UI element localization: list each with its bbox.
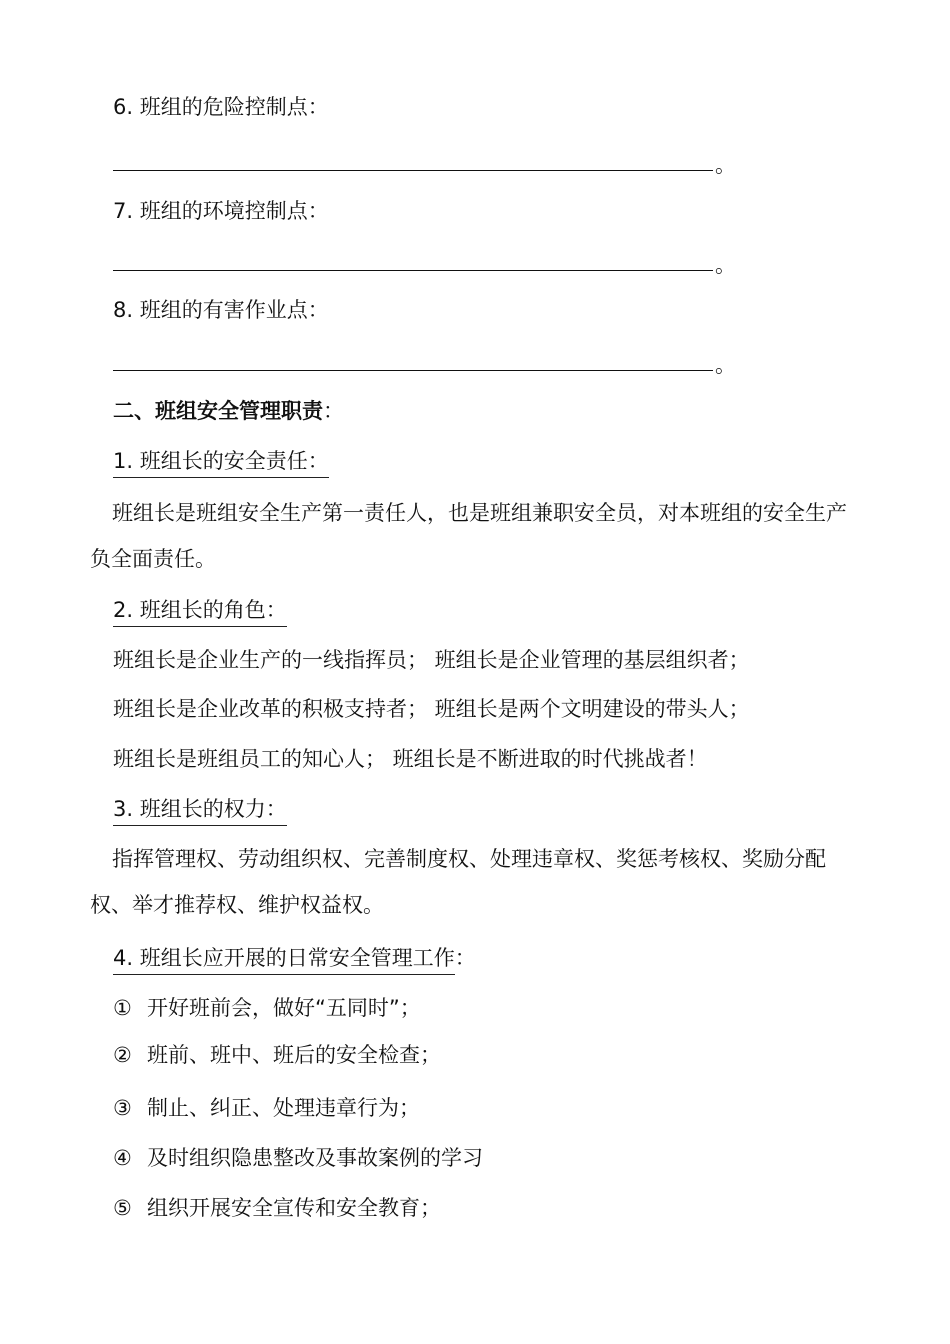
section-heading [113, 396, 344, 426]
period: 。 [715, 153, 736, 177]
fill-in-rule [113, 170, 713, 171]
fill-in-rule [113, 370, 713, 371]
task-text: 及时组织隐患整改及事故案例的学习 [147, 1146, 483, 1170]
task-item [113, 1040, 441, 1070]
period: 。 [715, 253, 736, 277]
task-number: ② [113, 1043, 132, 1067]
item-3-paragraph: 指挥管理权、劳动组织权、完善制度权、处理违章权、奖惩考核权、奖励分配权、举才推荐权、维护权益权。 [90, 847, 826, 917]
item-2-title-text: 2. 班组长的角色： [113, 598, 287, 627]
item-1-title [113, 446, 329, 476]
item-4-title-text: 4. 班组长应开展的日常安全管理工作 [113, 946, 455, 975]
task-text: 制止、纠正、处理违章行为； [147, 1096, 420, 1120]
task-number: ⑤ [113, 1196, 132, 1220]
control-point-8-label: 8. 班组的有害作业点： [113, 298, 329, 322]
task-text: 组织开展安全宣传和安全教育； [147, 1196, 441, 1220]
task-item [113, 1143, 483, 1173]
control-point-7-label: 7. 班组的环境控制点： [113, 199, 329, 223]
item-3-title [113, 794, 287, 824]
role-line-3: 班组长是班组员工的知心人； 班组长是不断进取的时代挑战者！ [113, 747, 708, 771]
role-line-2: 班组长是企业改革的积极支持者； 班组长是两个文明建设的带头人； [113, 697, 750, 721]
role-line-1: 班组长是企业生产的一线指挥员； 班组长是企业管理的基层组织者； [113, 648, 750, 672]
section-heading-colon: ： [323, 399, 344, 423]
section-heading-text: 二、班组安全管理职责 [113, 399, 323, 423]
period: 。 [715, 353, 736, 377]
item-4-title [113, 943, 476, 973]
item-4-title-colon: ： [454, 946, 476, 970]
fill-in-rule [113, 270, 713, 271]
control-point-6-label: 6. 班组的危险控制点： [113, 95, 329, 119]
item-1-paragraph: 班组长是班组安全生产第一责任人，也是班组兼职安全员，对本班组的安全生产负全面责任。 [90, 501, 847, 571]
item-3-title-text: 3. 班组长的权力： [113, 797, 287, 826]
task-text: 开好班前会，做好“五同时”； [147, 996, 421, 1020]
task-number: ③ [113, 1096, 132, 1120]
item-1-title-text: 1. 班组长的安全责任： [113, 449, 329, 478]
task-number: ④ [113, 1146, 132, 1170]
task-item [113, 1193, 441, 1223]
task-item [113, 993, 421, 1023]
task-number: ① [113, 996, 132, 1020]
task-text: 班前、班中、班后的安全检查； [147, 1043, 441, 1067]
item-2-title [113, 595, 287, 625]
task-item [113, 1093, 420, 1123]
